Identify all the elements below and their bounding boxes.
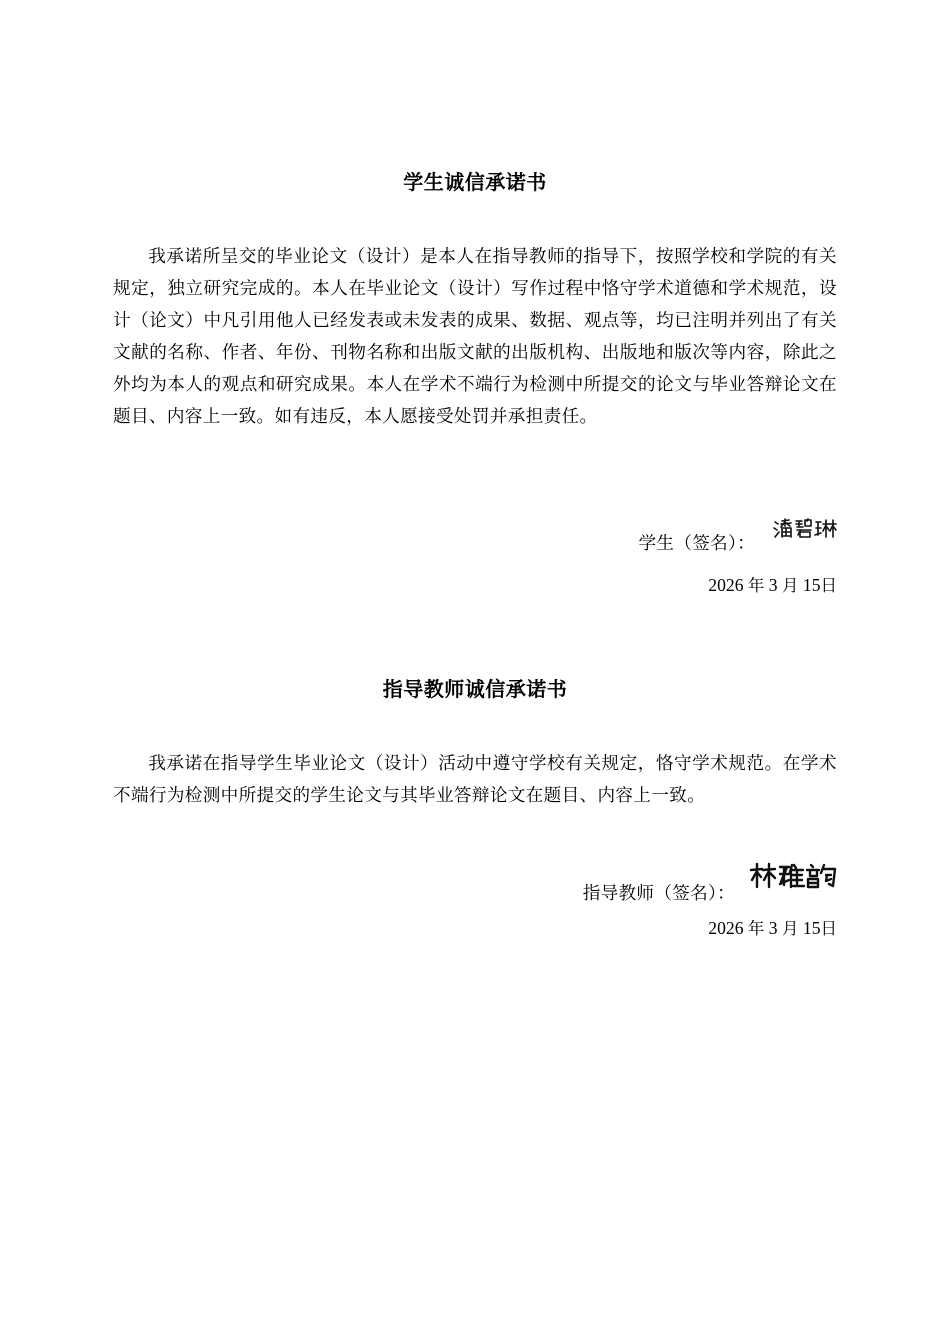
student-signature-label: 学生（签名）： — [638, 534, 755, 554]
advisor-date-day: 15 — [802, 918, 821, 938]
student-date-year: 2026 — [708, 575, 744, 595]
advisor-pledge-body: 我承诺在指导学生毕业论文（设计）活动中遵守学校有关规定，恪守学术规范。在学术不端行为检测中所提交的学生论文与其毕业答辩论文在题目、内容上一致。 — [113, 754, 837, 806]
advisor-date-day-unit: 日 — [820, 919, 837, 938]
student-handwritten-signature — [773, 518, 837, 545]
student-pledge-title: 学生诚信承诺书 — [403, 170, 547, 194]
advisor-signature-line — [583, 872, 837, 905]
student-date — [708, 572, 837, 596]
student-signature-line — [639, 528, 837, 555]
student-date-day-unit: 日 — [820, 576, 837, 595]
student-date-year-unit: 年 — [747, 576, 765, 595]
advisor-signature-label: 指导教师（签名）： — [582, 884, 735, 904]
advisor-date-month: 3 — [768, 918, 778, 938]
student-date-month-unit: 月 — [782, 576, 799, 595]
advisor-date-year: 2026 — [708, 918, 744, 938]
student-date-month: 3 — [768, 575, 778, 595]
advisor-pledge-section — [113, 673, 837, 812]
student-pledge-body: 我承诺所呈交的毕业论文（设计）是本人在指导教师的指导下，按照学校和学院的有关规定，独立研究完成的。本人在毕业论文（设计）写作过程中恪守学术道德和学术规范，设计（论文）中凡引用他人已经发表或未发表的成果、数据、观点等，均已注明并列出了有关文献的名称、作者、年份、刊物名称和出版文献的出版机构、出版地和版次等内容，除此之外均为本人的观点和研究成果。本人在学术不端行为检测中所提交的论文与毕业答辩论文在题目、内容上一致。如有违反，本人愿接受处罚并承担责任。 — [113, 247, 837, 427]
advisor-date — [708, 915, 837, 939]
advisor-handwritten-signature — [749, 862, 837, 895]
advisor-date-month-unit: 月 — [782, 919, 799, 938]
student-date-day: 15 — [802, 575, 821, 595]
advisor-date-year-unit: 年 — [747, 919, 765, 938]
advisor-pledge-title: 指导教师诚信承诺书 — [382, 677, 568, 701]
student-pledge-section — [113, 166, 837, 433]
